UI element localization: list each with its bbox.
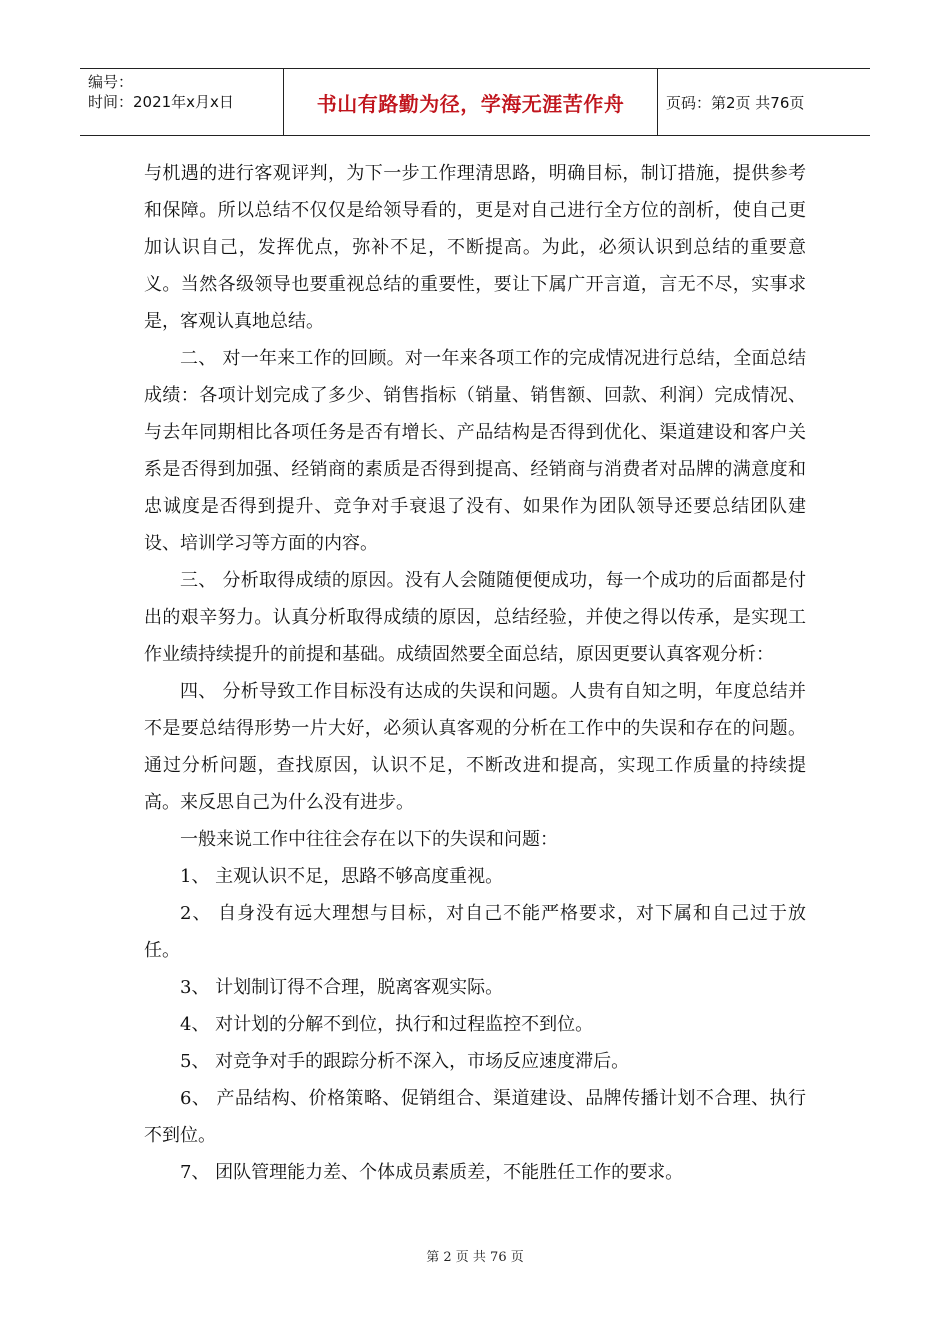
list-item-1: 1、 主观认识不足，思路不够高度重视。: [180, 866, 504, 887]
paragraph-list-intro: 一般来说工作中往往会存在以下的失误和问题：: [180, 829, 558, 850]
list-item-7: 7、 团队管理能力差、个体成员素质差，不能胜任工作的要求。: [180, 1162, 684, 1183]
paragraph-section-2: 二、 对一年来工作的回顾。对一年来各项工作的完成情况进行总结，全面总结成绩：各项计划完成了多少、销售指标（销量、销售额、回款、利润）完成情况、与去年同期相比各项任务是否有增长、产品结构是否得到优化、渠道建设和客户关系是否得到加强、经销商的素质是否得到提高、经销商与消费者对品牌的满意度和忠诚度是否得到提升、竞争对手衰退了没有、如果作为团队领导还要总结团队建设、培训学习等方面的内容。: [144, 348, 806, 554]
page-footer: 第 2 页 共 76 页: [426, 1250, 524, 1265]
document-number-label: 编号：: [88, 73, 134, 91]
document-body: [144, 155, 806, 1191]
list-item-6: 6、 产品结构、价格策略、促销组合、渠道建设、品牌传播计划不合理、执行不到位。: [144, 1088, 806, 1146]
page-header: [80, 68, 870, 136]
list-item-4: 4、 对计划的分解不到位，执行和过程监控不到位。: [180, 1014, 594, 1035]
list-item-3: 3、 计划制订得不合理，脱离客观实际。: [180, 977, 504, 998]
document-date-label: 时间：2021年x月x日: [88, 93, 234, 111]
header-page-label: 页码：第2页 共76页: [666, 93, 805, 112]
list-item-2: 2、 自身没有远大理想与目标，对自己不能严格要求，对下属和自己过于放任。: [144, 903, 806, 961]
header-meta: [80, 69, 283, 135]
paragraph-section-4: 四、 分析导致工作目标没有达成的失误和问题。人贵有自知之明，年度总结并不是要总结得形势一片大好，必须认真客观的分析在工作中的失误和存在的问题。通过分析问题，查找原因，认识不足，不断改进和提高，实现工作质量的持续提高。来反思自己为什么没有进步。: [144, 681, 806, 813]
paragraph-section-3: 三、 分析取得成绩的原因。没有人会随随便便成功，每一个成功的后面都是付出的艰辛努力。认真分析取得成绩的原因，总结经验，并使之得以传承，是实现工作业绩持续提升的前提和基础。成绩固然要全面总结，原因更要认真客观分析：: [144, 570, 806, 665]
header-motto: 书山有路勤为径，学海无涯苦作舟: [283, 69, 658, 135]
paragraph-continuation: 与机遇的进行客观评判，为下一步工作理清思路，明确目标，制订措施，提供参考和保障。所以总结不仅仅是给领导看的，更是对自己进行全方位的剖析，使自己更加认识自己，发挥优点，弥补不足，不断提高。为此，必须认识到总结的重要意义。当然各级领导也要重视总结的重要性，要让下属广开言道，言无不尽，实事求是，客观认真地总结。: [144, 163, 806, 332]
list-item-5: 5、 对竞争对手的跟踪分析不深入，市场反应速度滞后。: [180, 1051, 630, 1072]
